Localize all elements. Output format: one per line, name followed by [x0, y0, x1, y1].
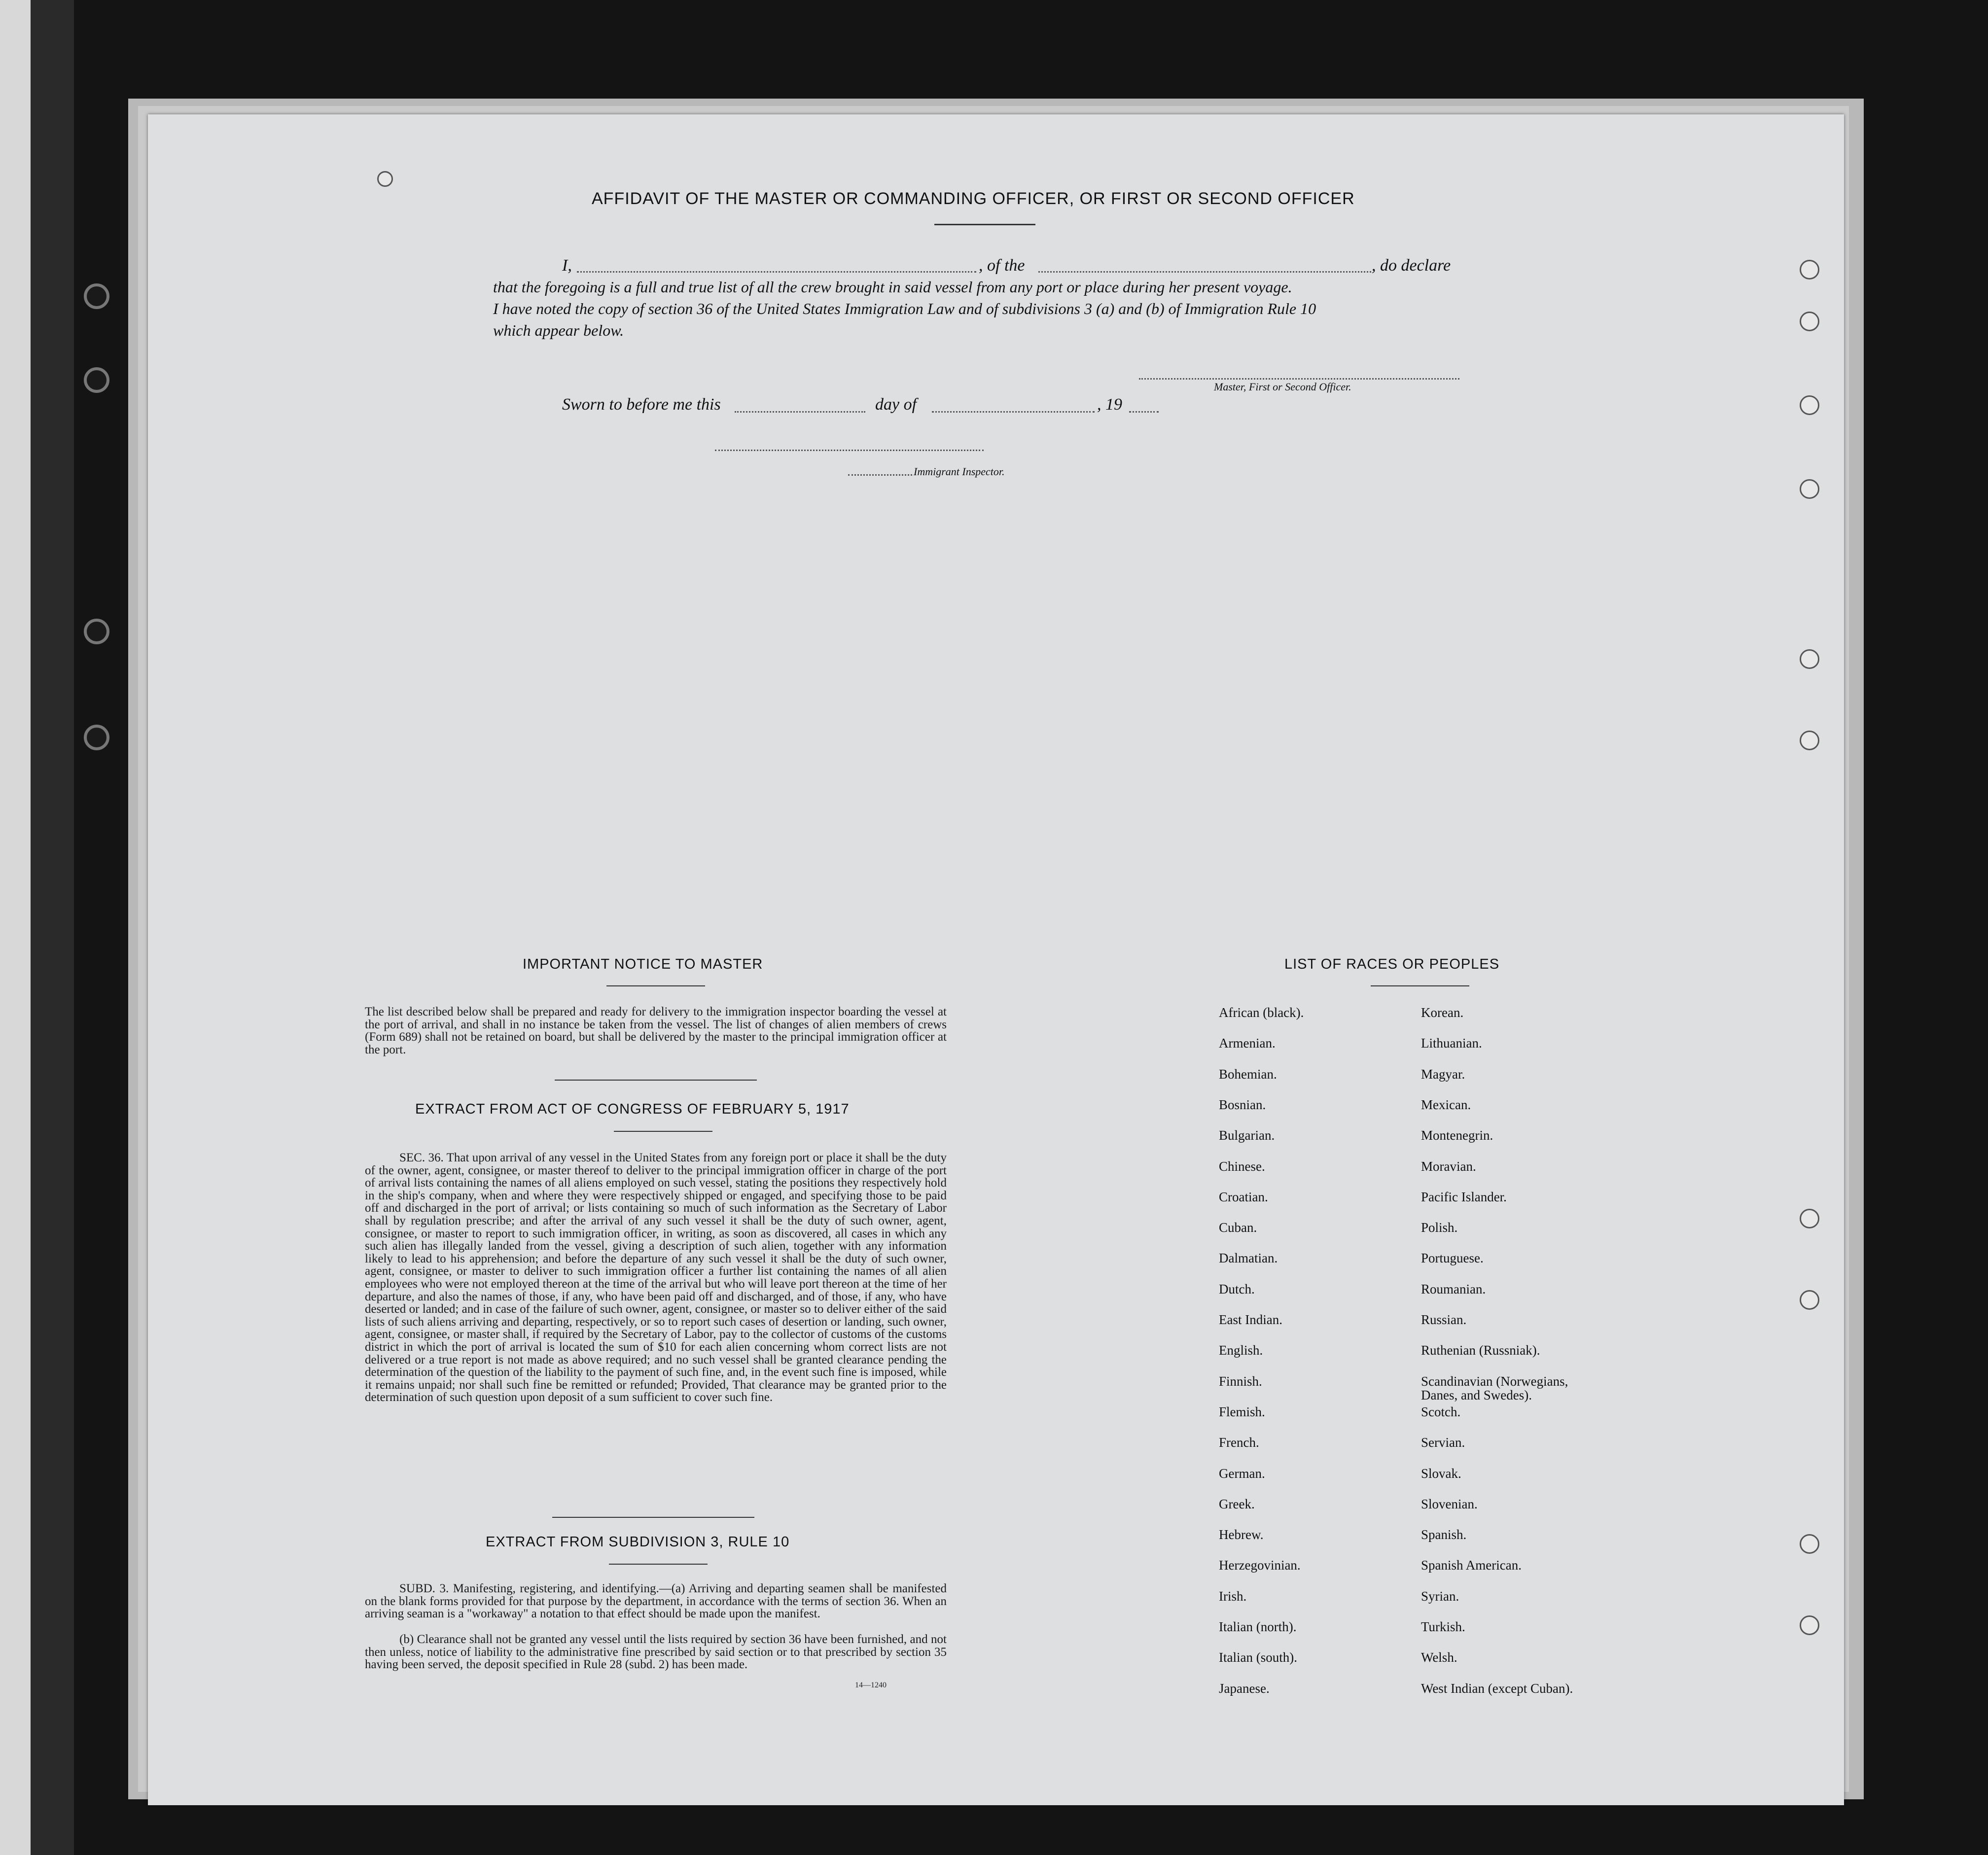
- vessel-blank[interactable]: [1038, 271, 1371, 273]
- divider: [555, 1080, 757, 1081]
- race-item: Croatian.: [1219, 1190, 1268, 1204]
- race-item: Bulgarian.: [1219, 1128, 1275, 1143]
- day-of-label: day of: [875, 395, 917, 414]
- form-number: 14—1240: [855, 1681, 887, 1689]
- race-item: Spanish.: [1421, 1527, 1467, 1542]
- race-item: Pacific Islander.: [1421, 1190, 1507, 1204]
- punch-hole-icon: [1800, 1209, 1819, 1228]
- race-item: English.: [1219, 1343, 1263, 1358]
- race-item: Syrian.: [1421, 1589, 1459, 1604]
- punch-hole-icon: [1800, 1534, 1819, 1554]
- affidavit-title: AFFIDAVIT OF THE MASTER OR COMMANDING OFFICER, OR FIRST OR SECOND OFFICER: [592, 189, 1355, 208]
- binding-ring-icon: [84, 283, 109, 309]
- document-page: [148, 114, 1844, 1805]
- affidavit-declare: , do declare: [1372, 256, 1451, 275]
- divider: [1371, 985, 1469, 986]
- race-item: Cuban.: [1219, 1220, 1257, 1235]
- rule-text-b: (b) Clearance shall not be granted any vessel until the lists required by section 36 have been furnished, and not then unless, notice of liability to the administrative fine prescribed by said section or to that prescribed by section 35 having been served, the deposit specified in Rule 28 (subd. 2) has been made.: [365, 1633, 947, 1672]
- punch-hole-icon: [1800, 260, 1819, 280]
- race-item: Russian.: [1421, 1312, 1467, 1327]
- divider: [614, 1131, 712, 1132]
- act-text: SEC. 36. That upon arrival of any vessel in the United States from any foreign port or place it shall be the duty of the owner, agent, consignee, or master thereof to deliver to the principal immigration officer in charge of the port of arrival lists containing the names of all aliens employed on such vessel, stating the positions they respectively hold in the ship's company, when and where they were respectively shipped or engaged, and specifying those to be paid off and discharged in the port of arrival; or lists containing so much of such information as the Secretary of Labor shall by regulation prescribe; and after the arrival of any such vessel it shall be the duty of such owner, agent, consignee, or master to report to such immigration officer, in writing, as soon as discovered, all cases in which any such alien has illegally landed from the vessel, giving a description of such alien, together with any information likely to lead to his apprehension; and before the departure of any such vessel it shall be the duty of such owner, agent, consignee, or master to deliver to such immigration officer a further list containing the names of all alien employees who were not employed thereon at the time of the arrival but who will leave port thereon at the time of her departure, and also the names of those, if any, who have been paid off and discharged, and of those, if any, who have deserted or landed; and in case of the failure of such owner, agent, consignee, or master so to deliver either of the said lists of such aliens arriving and departing, respectively, or so to report such cases of desertion or landing, such owner, agent, consignee, or master shall, if required by the Secretary of Labor, pay to the collector of customs of the customs district in which the port of arrival is located the sum of $10 for each alien concerning whom correct lists are not delivered or a true report is not made as above required; and no such vessel shall be granted clearance pending the determination of the question of the liability to the payment of such fine, and, in the event such fine is imposed, while it remains unpaid; nor shall such fine be remitted or refunded; Provided, That clearance may be granted prior to the determination of such question upon deposit of a sum sufficient to cover such fine.: [365, 1151, 947, 1404]
- race-item: Spanish American.: [1421, 1558, 1522, 1573]
- race-item: French.: [1219, 1435, 1259, 1450]
- race-item: Montenegrin.: [1421, 1128, 1493, 1143]
- race-item: Korean.: [1421, 1005, 1464, 1020]
- adjacent-page-edge: [0, 0, 31, 1855]
- race-item: Dutch.: [1219, 1282, 1255, 1296]
- race-item: Finnish.: [1219, 1374, 1262, 1389]
- notice-text: The list described below shall be prepared and ready for delivery to the immigration inspector boarding the vessel at the port of arrival, and shall in no instance be taken from the vessel. The list of changes of alien members of crews (Form 689) shall not be retained on board, but shall be delivered by the master to the principal immigration officer at the port.: [365, 1005, 947, 1056]
- punch-hole-icon: [1800, 479, 1819, 499]
- signature-blank[interactable]: [1139, 378, 1459, 380]
- divider: [934, 224, 1035, 225]
- punch-hole-icon: [1800, 312, 1819, 331]
- affidavit-line2: that the foregoing is a full and true list of all the crew brought in said vessel from any port or place during her present voyage.: [493, 278, 1292, 296]
- race-item: Moravian.: [1421, 1159, 1476, 1174]
- rule-title: EXTRACT FROM SUBDIVISION 3, RULE 10: [486, 1534, 790, 1550]
- month-blank[interactable]: [932, 411, 1095, 413]
- race-item: Greek.: [1219, 1497, 1255, 1511]
- affidavit-of-the: , of the: [979, 256, 1025, 275]
- race-item: Flemish.: [1219, 1404, 1265, 1419]
- race-item: East Indian.: [1219, 1312, 1282, 1327]
- affidavit-line4: which appear below.: [493, 321, 624, 339]
- sworn-label: Sworn to before me this: [562, 395, 721, 414]
- affidavit-i: I,: [562, 256, 572, 275]
- race-item: Irish.: [1219, 1589, 1247, 1604]
- race-item: Dalmatian.: [1219, 1251, 1278, 1265]
- punch-hole-icon: [377, 171, 393, 187]
- binding-strip: [31, 0, 74, 1855]
- binding-ring-icon: [84, 725, 109, 750]
- punch-hole-icon: [1800, 649, 1819, 669]
- race-item: Chinese.: [1219, 1159, 1265, 1174]
- race-item: African (black).: [1219, 1005, 1304, 1020]
- race-item: Scotch.: [1421, 1404, 1461, 1419]
- race-item: Bosnian.: [1219, 1097, 1266, 1112]
- punch-hole-icon: [1800, 1290, 1819, 1310]
- inspector-signature-blank[interactable]: [715, 450, 984, 451]
- race-item: Armenian.: [1219, 1036, 1276, 1050]
- name-blank[interactable]: [577, 271, 976, 273]
- race-item: Italian (south).: [1219, 1650, 1297, 1665]
- race-item: Turkish.: [1421, 1619, 1465, 1634]
- divider: [552, 1517, 754, 1518]
- race-item: Lithuanian.: [1421, 1036, 1482, 1050]
- race-item: Italian (north).: [1219, 1619, 1297, 1634]
- inspector-label: Immigrant Inspector.: [914, 465, 1005, 478]
- rule-text-a: SUBD. 3. Manifesting, registering, and identifying.—(a) Arriving and departing seamen shall be manifested on the blank forms provided for that purpose by the department, in accordance with the terms of section 36. When an arriving seaman is a "workaway" a notation to that effect should be made upon the manifest.: [365, 1582, 947, 1621]
- race-item: Ruthenian (Russniak).: [1421, 1343, 1540, 1358]
- race-item: Polish.: [1421, 1220, 1458, 1235]
- year-label: , 19: [1097, 395, 1122, 414]
- race-item: Hebrew.: [1219, 1527, 1264, 1542]
- master-label: Master, First or Second Officer.: [1214, 381, 1351, 393]
- race-item: Herzegovinian.: [1219, 1558, 1301, 1573]
- race-item: Slovenian.: [1421, 1497, 1478, 1511]
- race-item: Magyar.: [1421, 1067, 1465, 1082]
- year-blank[interactable]: [1129, 411, 1159, 413]
- inspector-dots: [848, 474, 912, 476]
- race-item: West Indian (except Cuban).: [1421, 1681, 1573, 1696]
- race-item: Japanese.: [1219, 1681, 1270, 1696]
- divider: [609, 1564, 708, 1565]
- punch-hole-icon: [1800, 731, 1819, 750]
- race-item: Bohemian.: [1219, 1067, 1277, 1082]
- notice-title: IMPORTANT NOTICE TO MASTER: [523, 956, 763, 972]
- divider: [606, 985, 705, 986]
- race-item: Roumanian.: [1421, 1282, 1486, 1296]
- race-item: Welsh.: [1421, 1650, 1457, 1665]
- punch-hole-icon: [1800, 395, 1819, 415]
- races-title: LIST OF RACES OR PEOPLES: [1284, 956, 1500, 972]
- race-item: Scandinavian (Norwegians, Danes, and Swedes).: [1421, 1374, 1568, 1402]
- race-item: German.: [1219, 1466, 1265, 1481]
- race-item: Servian.: [1421, 1435, 1465, 1450]
- binding-ring-icon: [84, 367, 109, 393]
- race-item: Slovak.: [1421, 1466, 1461, 1481]
- race-item: Portuguese.: [1421, 1251, 1484, 1265]
- affidavit-line3: I have noted the copy of section 36 of the United States Immigration Law and of subdivisions 3 (a) and (b) of Immigration Rule 10: [493, 300, 1316, 317]
- act-title: EXTRACT FROM ACT OF CONGRESS OF FEBRUARY 5, 1917: [415, 1101, 850, 1117]
- race-item: Mexican.: [1421, 1097, 1471, 1112]
- punch-hole-icon: [1800, 1615, 1819, 1635]
- binding-ring-icon: [84, 619, 109, 644]
- day-blank[interactable]: [735, 411, 865, 413]
